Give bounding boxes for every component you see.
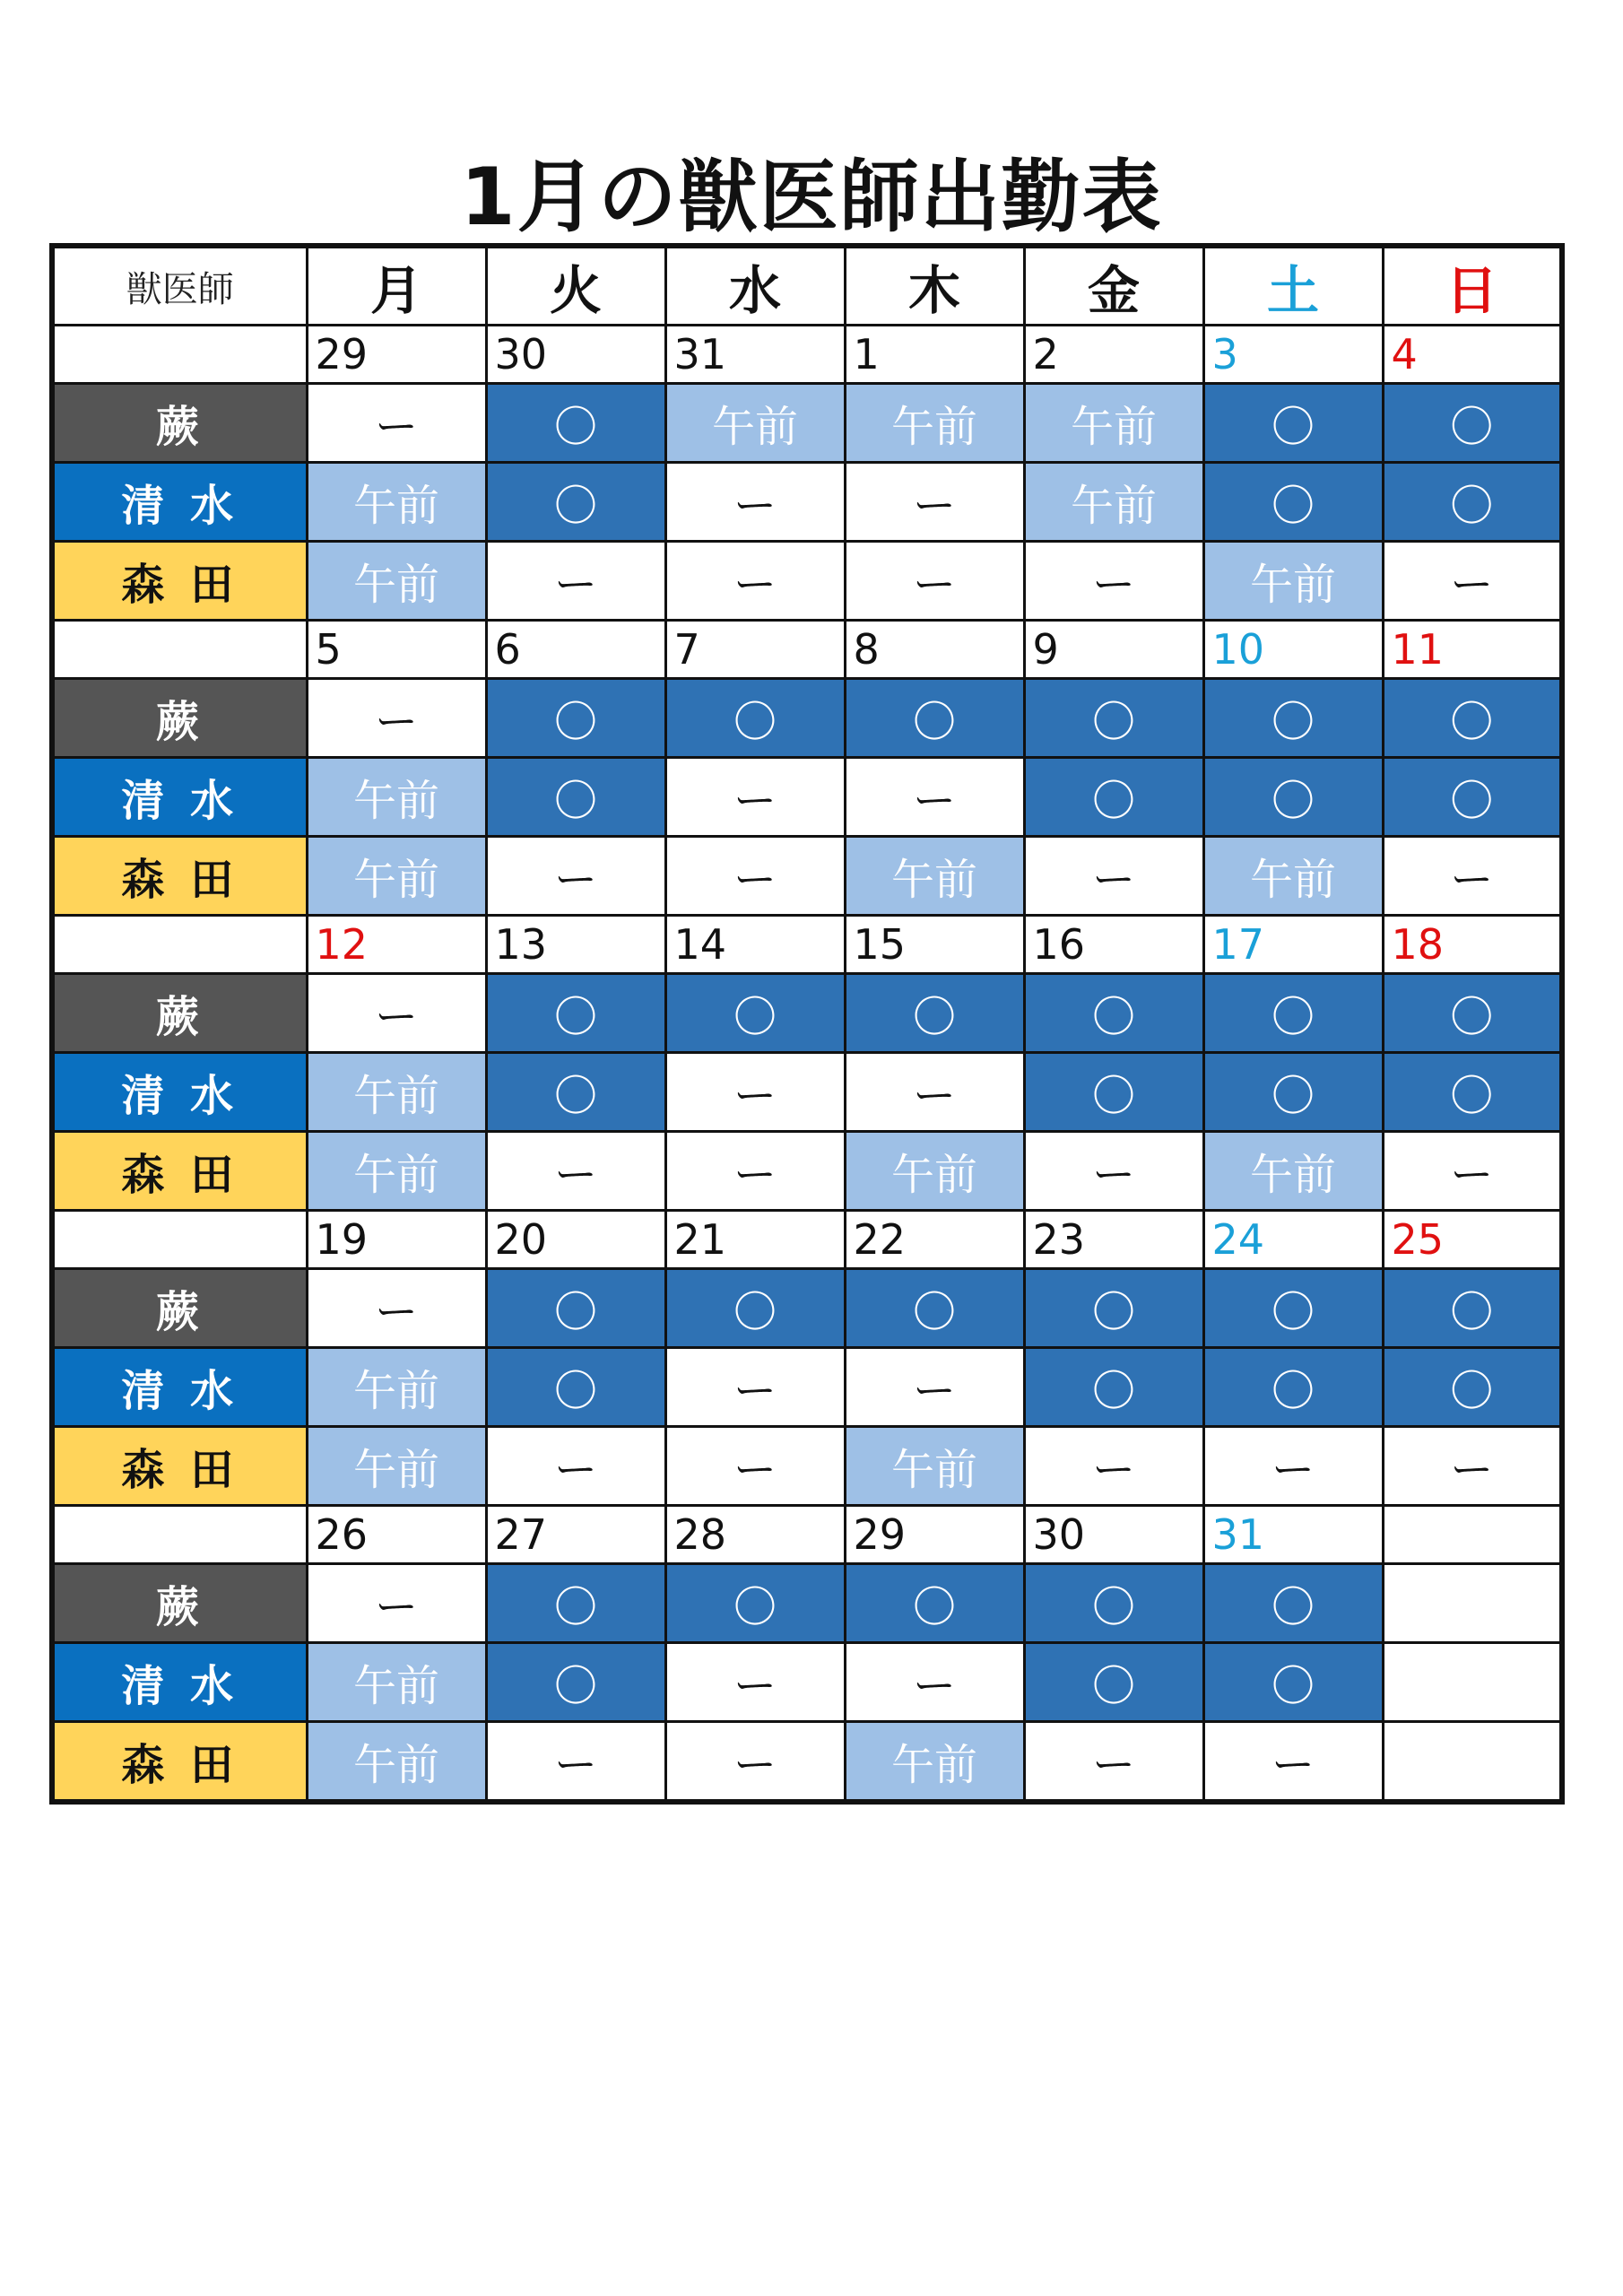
shift-cell-off: ー [665, 1132, 845, 1211]
shift-cell-full: 〇 [1024, 1643, 1203, 1722]
date-row-blank [52, 916, 307, 974]
date-cell: 31 [1203, 1506, 1383, 1564]
shift-cell-full: 〇 [1203, 1269, 1383, 1348]
date-cell: 29 [845, 1506, 1024, 1564]
doctor-row-shimizu [52, 758, 1562, 837]
doctor-name-warabi: 蕨 [52, 384, 307, 463]
shift-cell-off: ー [665, 837, 845, 916]
shift-cell-am: 午前 [845, 384, 1024, 463]
shift-cell-off: ー [1024, 837, 1203, 916]
doctor-name-warabi: 蕨 [52, 974, 307, 1053]
shift-cell-off: ー [665, 758, 845, 837]
shift-cell-off: ー [665, 1427, 845, 1506]
doctor-name-shimizu: 清 水 [52, 1053, 307, 1132]
date-cell: 30 [1024, 1506, 1203, 1564]
shift-cell-full: 〇 [1383, 758, 1562, 837]
doctor-row-morita [52, 542, 1562, 621]
shift-cell-full: 〇 [845, 974, 1024, 1053]
weekday-wed: 水 [665, 246, 845, 326]
weekday-sun: 日 [1383, 246, 1562, 326]
doctor-name-morita: 森 田 [52, 837, 307, 916]
doctor-row-shimizu [52, 1643, 1562, 1722]
date-cell: 31 [665, 326, 845, 384]
shift-cell-full: 〇 [486, 1348, 665, 1427]
date-cell: 17 [1203, 916, 1383, 974]
shift-cell-full: 〇 [1024, 1348, 1203, 1427]
doctor-row-warabi [52, 1564, 1562, 1643]
shift-cell-am: 午前 [307, 463, 486, 542]
date-cell: 21 [665, 1211, 845, 1269]
date-row [52, 621, 1562, 679]
shift-cell-full: 〇 [665, 1269, 845, 1348]
shift-cell-full: 〇 [486, 974, 665, 1053]
shift-cell-off: ー [1383, 1427, 1562, 1506]
date-cell: 19 [307, 1211, 486, 1269]
shift-cell-off: ー [486, 1132, 665, 1211]
shift-cell-full: 〇 [1383, 1053, 1562, 1132]
shift-cell-full: 〇 [486, 463, 665, 542]
weekday-fri: 金 [1024, 246, 1203, 326]
shift-cell-am: 午前 [1203, 837, 1383, 916]
shift-cell-off: ー [307, 974, 486, 1053]
shift-cell-full: 〇 [486, 758, 665, 837]
shift-cell-full: 〇 [486, 384, 665, 463]
date-cell: 26 [307, 1506, 486, 1564]
date-cell: 27 [486, 1506, 665, 1564]
doctor-name-morita: 森 田 [52, 1132, 307, 1211]
shift-cell-am: 午前 [845, 1722, 1024, 1803]
shift-cell-off: ー [665, 1643, 845, 1722]
shift-cell-full: 〇 [1024, 758, 1203, 837]
date-cell: 5 [307, 621, 486, 679]
date-cell: 23 [1024, 1211, 1203, 1269]
header-doctor-label: 獣医師 [52, 246, 307, 326]
date-cell: 20 [486, 1211, 665, 1269]
doctor-row-morita [52, 1427, 1562, 1506]
shift-cell-off: ー [486, 542, 665, 621]
date-cell: 11 [1383, 621, 1562, 679]
date-cell: 14 [665, 916, 845, 974]
date-row-blank [52, 326, 307, 384]
date-cell: 15 [845, 916, 1024, 974]
shift-cell-full: 〇 [1203, 758, 1383, 837]
shift-cell-am: 午前 [307, 1132, 486, 1211]
doctor-name-shimizu: 清 水 [52, 1643, 307, 1722]
shift-cell-off: ー [1383, 837, 1562, 916]
shift-cell-full: 〇 [1383, 679, 1562, 758]
shift-cell-off: ー [845, 758, 1024, 837]
date-cell: 25 [1383, 1211, 1562, 1269]
doctor-row-warabi [52, 384, 1562, 463]
shift-cell-full: 〇 [1203, 384, 1383, 463]
shift-cell-full: 〇 [1203, 1053, 1383, 1132]
doctor-row-shimizu [52, 463, 1562, 542]
shift-cell-full: 〇 [1203, 1564, 1383, 1643]
shift-cell-am: 午前 [307, 1053, 486, 1132]
shift-cell-off: ー [1203, 1722, 1383, 1803]
shift-cell-off: ー [307, 1564, 486, 1643]
date-cell: 29 [307, 326, 486, 384]
date-cell: 30 [486, 326, 665, 384]
schedule-table [49, 243, 1565, 1805]
date-cell: 3 [1203, 326, 1383, 384]
shift-cell-full: 〇 [665, 974, 845, 1053]
shift-cell-off: ー [665, 542, 845, 621]
shift-cell-full: 〇 [486, 1564, 665, 1643]
date-cell: 22 [845, 1211, 1024, 1269]
shift-cell-full: 〇 [1203, 974, 1383, 1053]
shift-cell-am: 午前 [1203, 1132, 1383, 1211]
shift-cell-empty [1383, 1643, 1562, 1722]
doctor-name-shimizu: 清 水 [52, 758, 307, 837]
doctor-name-shimizu: 清 水 [52, 1348, 307, 1427]
doctor-row-morita [52, 1722, 1562, 1803]
doctor-row-morita [52, 837, 1562, 916]
shift-cell-off: ー [486, 1722, 665, 1803]
shift-cell-full: 〇 [1203, 679, 1383, 758]
date-cell: 8 [845, 621, 1024, 679]
shift-cell-am: 午前 [1024, 463, 1203, 542]
shift-cell-full: 〇 [486, 1053, 665, 1132]
shift-cell-off: ー [845, 1053, 1024, 1132]
shift-cell-am: 午前 [845, 837, 1024, 916]
doctor-name-warabi: 蕨 [52, 1269, 307, 1348]
shift-cell-full: 〇 [1383, 384, 1562, 463]
shift-cell-full: 〇 [1383, 1348, 1562, 1427]
date-row-blank [52, 621, 307, 679]
date-cell: 28 [665, 1506, 845, 1564]
shift-cell-full: 〇 [665, 1564, 845, 1643]
date-cell: 24 [1203, 1211, 1383, 1269]
shift-cell-am: 午前 [665, 384, 845, 463]
doctor-row-warabi [52, 974, 1562, 1053]
date-cell: 13 [486, 916, 665, 974]
date-row-blank [52, 1506, 307, 1564]
shift-cell-off: ー [665, 1348, 845, 1427]
shift-cell-off: ー [845, 542, 1024, 621]
shift-cell-am: 午前 [307, 837, 486, 916]
weekday-tue: 火 [486, 246, 665, 326]
shift-cell-off: ー [845, 1348, 1024, 1427]
date-cell: 7 [665, 621, 845, 679]
shift-cell-off: ー [307, 384, 486, 463]
shift-cell-am: 午前 [307, 1643, 486, 1722]
shift-cell-full: 〇 [845, 1269, 1024, 1348]
doctor-name-morita: 森 田 [52, 1722, 307, 1803]
shift-cell-full: 〇 [1203, 1348, 1383, 1427]
shift-cell-full: 〇 [665, 679, 845, 758]
shift-cell-off: ー [665, 463, 845, 542]
shift-cell-am: 午前 [845, 1132, 1024, 1211]
weekday-mon: 月 [307, 246, 486, 326]
header-row [52, 246, 1562, 326]
shift-cell-am: 午前 [307, 758, 486, 837]
shift-cell-off: ー [486, 1427, 665, 1506]
doctor-row-warabi [52, 1269, 1562, 1348]
shift-cell-full: 〇 [1024, 1053, 1203, 1132]
shift-cell-off: ー [1024, 1132, 1203, 1211]
shift-cell-am: 午前 [1024, 384, 1203, 463]
shift-cell-full: 〇 [845, 679, 1024, 758]
date-cell: 6 [486, 621, 665, 679]
shift-cell-off: ー [1383, 1132, 1562, 1211]
date-cell: 12 [307, 916, 486, 974]
date-cell: 9 [1024, 621, 1203, 679]
doctor-name-morita: 森 田 [52, 542, 307, 621]
doctor-name-warabi: 蕨 [52, 679, 307, 758]
shift-cell-full: 〇 [1383, 1269, 1562, 1348]
date-cell: 18 [1383, 916, 1562, 974]
shift-cell-empty [1383, 1722, 1562, 1803]
doctor-row-warabi [52, 679, 1562, 758]
shift-cell-full: 〇 [1024, 1269, 1203, 1348]
shift-cell-off: ー [665, 1722, 845, 1803]
date-cell: 2 [1024, 326, 1203, 384]
shift-cell-off: ー [845, 1643, 1024, 1722]
doctor-name-morita: 森 田 [52, 1427, 307, 1506]
doctor-row-morita [52, 1132, 1562, 1211]
weekday-thu: 木 [845, 246, 1024, 326]
shift-cell-am: 午前 [1203, 542, 1383, 621]
shift-cell-full: 〇 [1383, 974, 1562, 1053]
shift-cell-am: 午前 [307, 1722, 486, 1803]
shift-cell-full: 〇 [1203, 463, 1383, 542]
page-title: 1月の獣医師出勤表 [460, 151, 1163, 243]
shift-cell-full: 〇 [1024, 974, 1203, 1053]
shift-cell-full: 〇 [486, 1269, 665, 1348]
date-row-blank [52, 1211, 307, 1269]
doctor-name-shimizu: 清 水 [52, 463, 307, 542]
doctor-row-shimizu [52, 1348, 1562, 1427]
shift-cell-am: 午前 [307, 1348, 486, 1427]
shift-cell-full: 〇 [845, 1564, 1024, 1643]
date-cell: 16 [1024, 916, 1203, 974]
date-row [52, 326, 1562, 384]
shift-cell-off: ー [307, 679, 486, 758]
shift-cell-am: 午前 [307, 542, 486, 621]
shift-cell-full: 〇 [1203, 1643, 1383, 1722]
shift-cell-am: 午前 [845, 1427, 1024, 1506]
shift-cell-off: ー [307, 1269, 486, 1348]
date-cell [1383, 1506, 1562, 1564]
shift-cell-full: 〇 [1024, 679, 1203, 758]
shift-cell-off: ー [1024, 1427, 1203, 1506]
shift-cell-full: 〇 [486, 679, 665, 758]
shift-cell-off: ー [1024, 542, 1203, 621]
date-row [52, 1506, 1562, 1564]
weekday-sat: 土 [1203, 246, 1383, 326]
shift-cell-off: ー [1383, 542, 1562, 621]
shift-cell-off: ー [486, 837, 665, 916]
shift-cell-full: 〇 [1383, 463, 1562, 542]
date-row [52, 916, 1562, 974]
shift-cell-full: 〇 [486, 1643, 665, 1722]
date-cell: 1 [845, 326, 1024, 384]
date-cell: 4 [1383, 326, 1562, 384]
shift-cell-off: ー [845, 463, 1024, 542]
date-row [52, 1211, 1562, 1269]
shift-cell-empty [1383, 1564, 1562, 1643]
shift-cell-am: 午前 [307, 1427, 486, 1506]
doctor-name-warabi: 蕨 [52, 1564, 307, 1643]
shift-cell-off: ー [665, 1053, 845, 1132]
shift-cell-off: ー [1203, 1427, 1383, 1506]
date-cell: 10 [1203, 621, 1383, 679]
shift-cell-off: ー [1024, 1722, 1203, 1803]
shift-cell-full: 〇 [1024, 1564, 1203, 1643]
doctor-row-shimizu [52, 1053, 1562, 1132]
